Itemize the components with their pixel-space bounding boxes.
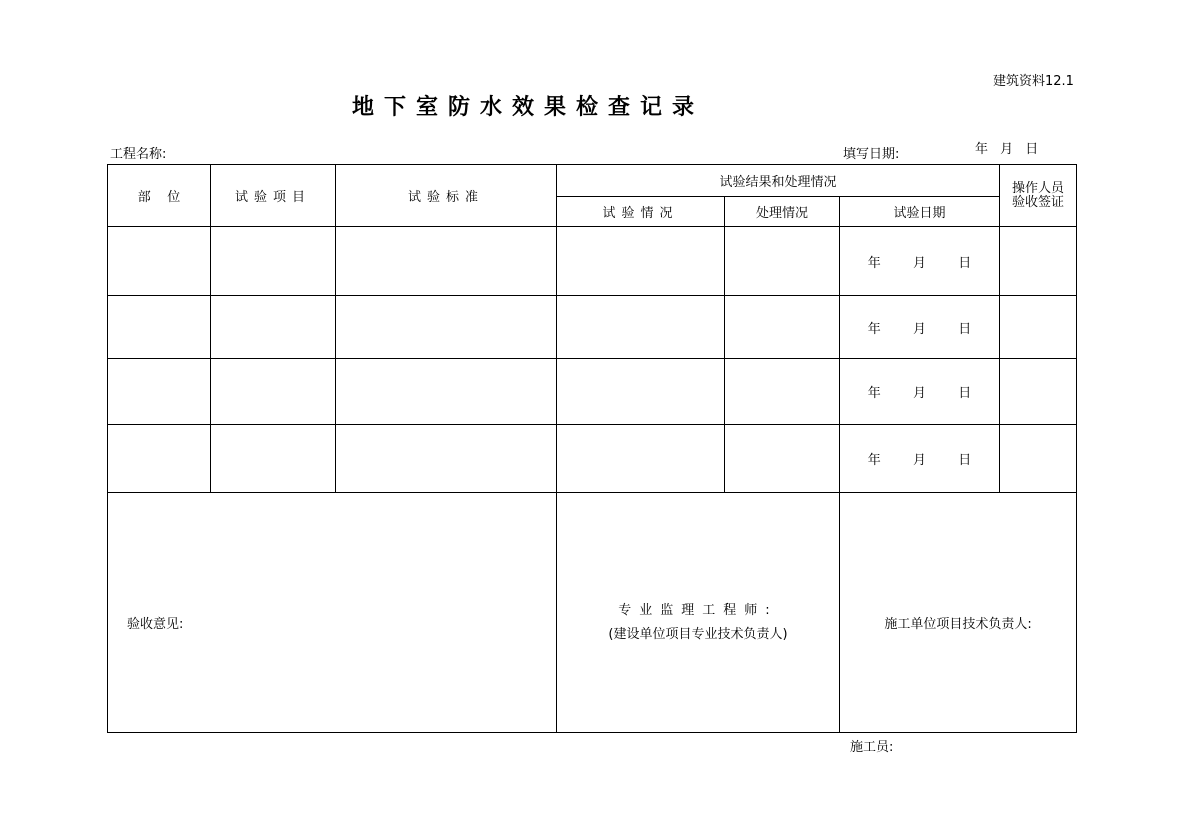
- cell-handling[interactable]: [725, 227, 840, 296]
- cell-test-condition[interactable]: [557, 296, 725, 359]
- header-location: 部 位: [108, 165, 211, 227]
- tech-lead-cell[interactable]: [840, 493, 1077, 733]
- cell-signoff[interactable]: [1000, 227, 1077, 296]
- header-signoff-line1: 操作人员: [1012, 180, 1065, 196]
- cell-handling[interactable]: [725, 359, 840, 425]
- cell-handling[interactable]: [725, 425, 840, 493]
- header-test-condition: 试验情况: [557, 197, 725, 227]
- table-row: [108, 227, 1077, 296]
- header-test-date: 试验日期: [840, 197, 1000, 227]
- cell-test-standard[interactable]: [336, 359, 557, 425]
- table-row: [108, 296, 1077, 359]
- table-row: [108, 425, 1077, 493]
- inspection-table: [107, 164, 1077, 733]
- cell-test-item[interactable]: [211, 425, 336, 493]
- cell-test-date[interactable]: 年 月 日: [840, 425, 1000, 493]
- cell-test-date[interactable]: 年 月 日: [840, 227, 1000, 296]
- header-test-item: 试验项目: [211, 165, 336, 227]
- table-row: [108, 359, 1077, 425]
- cell-test-item[interactable]: [211, 359, 336, 425]
- cell-test-condition[interactable]: [557, 359, 725, 425]
- cell-test-standard[interactable]: [336, 425, 557, 493]
- cell-test-standard[interactable]: [336, 227, 557, 296]
- page-title: 地下室防水效果检查记录: [352, 95, 705, 120]
- cell-test-standard[interactable]: [336, 296, 557, 359]
- cell-test-item[interactable]: [211, 227, 336, 296]
- fill-date-label: 填写日期:: [843, 147, 900, 162]
- cell-location[interactable]: [108, 425, 211, 493]
- cell-test-condition[interactable]: [557, 227, 725, 296]
- cell-signoff[interactable]: [1000, 296, 1077, 359]
- supervisor-subtitle: (建设单位项目专业技术负责人): [608, 626, 788, 642]
- header-results-group: 试验结果和处理情况: [557, 165, 1000, 197]
- cell-test-item[interactable]: [211, 296, 336, 359]
- fill-date-placeholder: 年 月 日: [975, 142, 1039, 157]
- document-reference: 建筑资料12.1: [993, 74, 1074, 89]
- header-handling: 处理情况: [725, 197, 840, 227]
- acceptance-opinion-label: 验收意见:: [127, 617, 184, 632]
- supervisor-cell[interactable]: [557, 493, 840, 733]
- cell-test-date[interactable]: 年 月 日: [840, 359, 1000, 425]
- cell-test-date[interactable]: 年 月 日: [840, 296, 1000, 359]
- cell-location[interactable]: [108, 296, 211, 359]
- cell-signoff[interactable]: [1000, 359, 1077, 425]
- cell-signoff[interactable]: [1000, 425, 1077, 493]
- header-signoff-line2: 验收签证: [1012, 194, 1065, 210]
- project-name-label: 工程名称:: [110, 147, 167, 162]
- constructor-label: 施工员:: [850, 740, 894, 755]
- supervisor-title: 专业监理工程师:: [618, 602, 778, 618]
- acceptance-opinion-cell[interactable]: [108, 493, 557, 733]
- cell-test-condition[interactable]: [557, 425, 725, 493]
- cell-location[interactable]: [108, 359, 211, 425]
- cell-handling[interactable]: [725, 296, 840, 359]
- header-signoff: [1000, 165, 1077, 227]
- cell-location[interactable]: [108, 227, 211, 296]
- tech-lead-label: 施工单位项目技术负责人:: [884, 617, 1032, 632]
- header-test-standard: 试验标准: [336, 165, 557, 227]
